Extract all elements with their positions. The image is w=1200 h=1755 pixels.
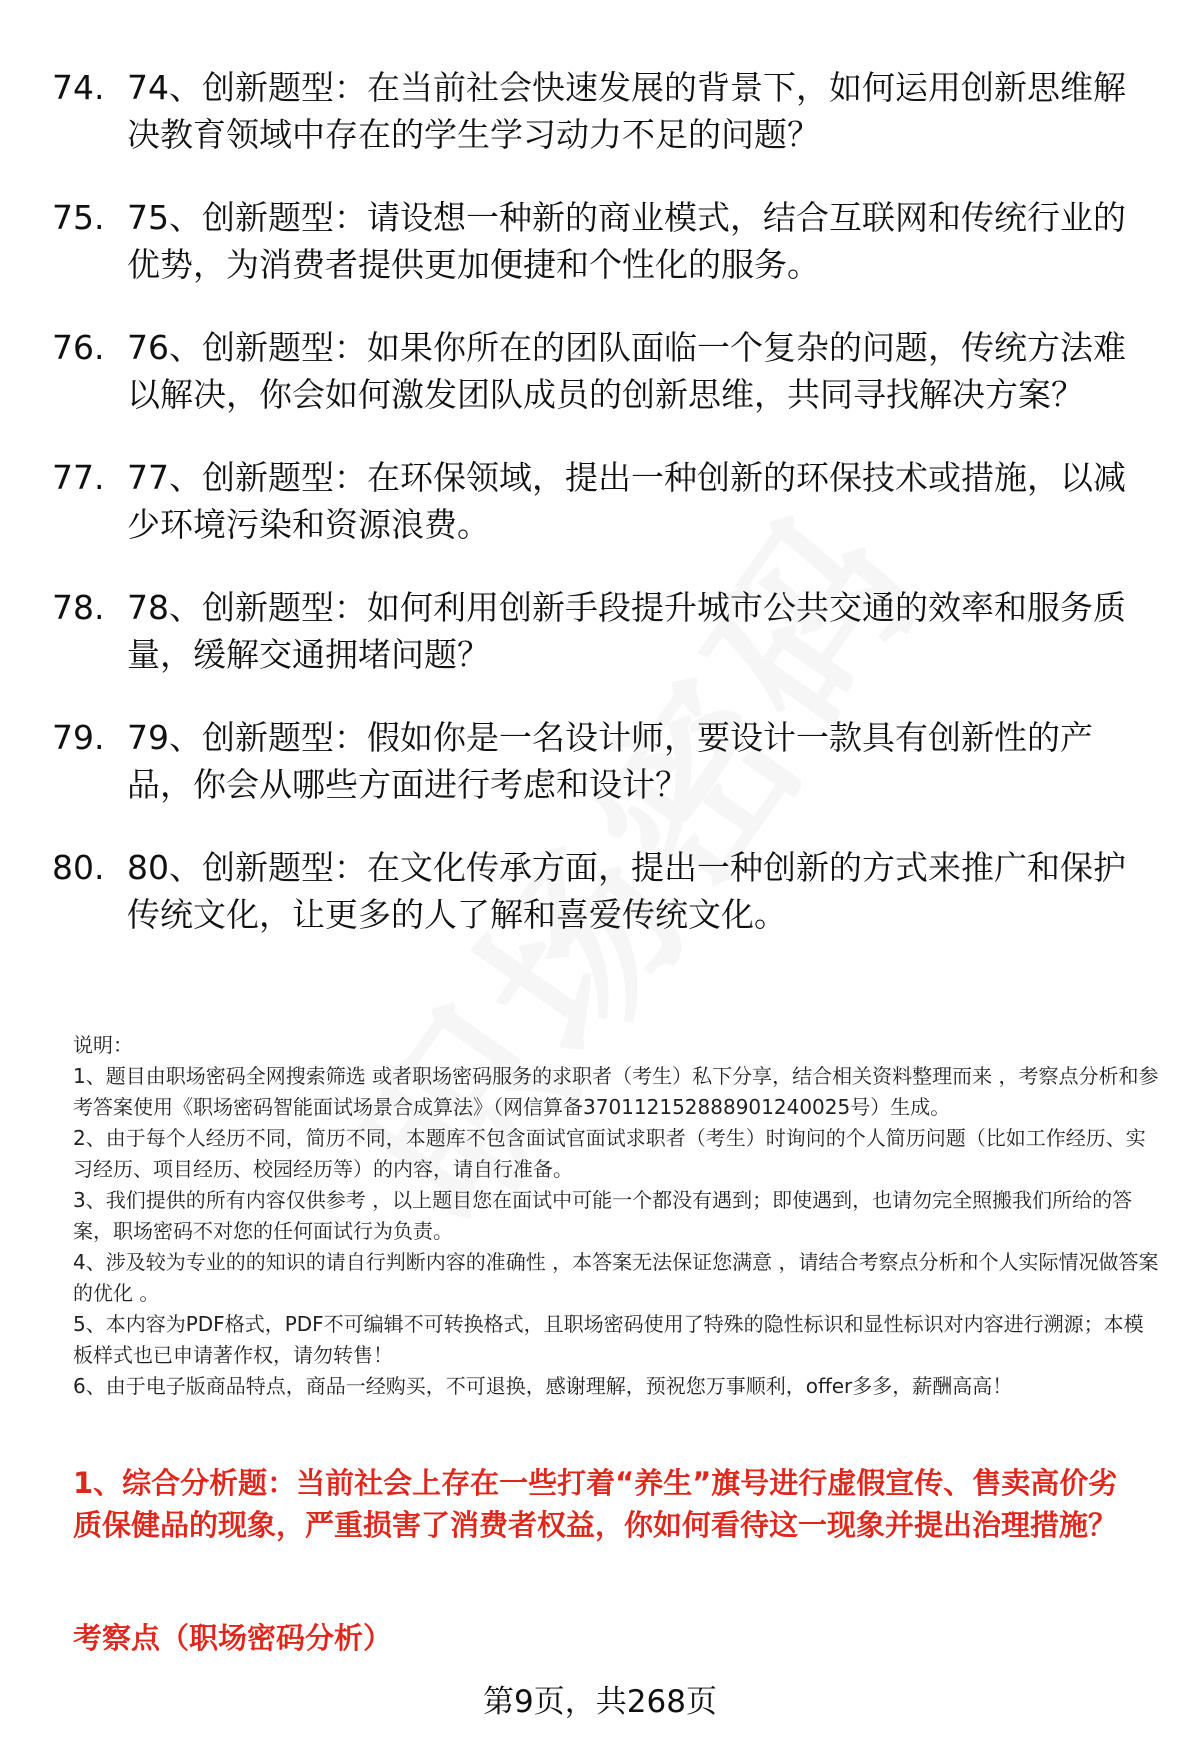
question-number: 74. bbox=[52, 68, 105, 107]
question-item bbox=[52, 584, 1152, 678]
page-footer: 第9页，共268页 bbox=[483, 1684, 717, 1720]
question-number: 80. bbox=[52, 848, 105, 887]
section-heading: 考察点（职场密码分析） bbox=[73, 1621, 393, 1655]
question-item bbox=[52, 714, 1152, 808]
question-item bbox=[52, 844, 1152, 938]
note-item: 6、由于电子版商品特点，商品一经购买，不可退换，感谢理解，预祝您万事顺利，offer多多，薪酬高高！ bbox=[73, 1374, 1013, 1398]
question-list bbox=[52, 64, 1152, 974]
question-item bbox=[52, 324, 1152, 418]
answer-question-heading: 1、综合分析题：当前社会上存在一些打着“养生”旗号进行虚假宣传、售卖高价劣质保健品的现象，严重损害了消费者权益，你如何看待这一现象并提出治理措施？ bbox=[73, 1466, 1118, 1542]
question-number: 78. bbox=[52, 588, 105, 627]
question-number: 77. bbox=[52, 458, 105, 497]
notes-section bbox=[73, 1030, 1163, 1402]
question-item bbox=[52, 454, 1152, 548]
question-number: 75. bbox=[52, 198, 105, 237]
note-item: 3、我们提供的所有内容仅供参考 ，以上题目您在面试中可能一个都没有遇到；即使遇到，也请勿完全照搬我们所给的答案，职场密码不对您的任何面试行为负责。 bbox=[73, 1188, 1133, 1243]
question-text: 78、创新题型：如何利用创新手段提升城市公共交通的效率和服务质量，缓解交通拥堵问题？ bbox=[127, 588, 1126, 674]
question-item bbox=[52, 64, 1152, 158]
note-item: 1、题目由职场密码全网搜索筛选 或者职场密码服务的求职者（考生）私下分享，结合相关资料整理而来 ，考察点分析和参考答案使用《职场密码智能面试场景合成算法》（网信算备370112152888901240025号）生成。 bbox=[73, 1064, 1159, 1119]
note-item: 4、涉及较为专业的的知识的请自行判断内容的准确性 ，本答案无法保证您满意 ，请结合考察点分析和个人实际情况做答案的优化 。 bbox=[73, 1250, 1159, 1305]
question-number: 76. bbox=[52, 328, 105, 367]
question-text: 77、创新题型：在环保领域，提出一种创新的环保技术或措施，以减少环境污染和资源浪费。 bbox=[127, 458, 1126, 544]
question-number: 79. bbox=[52, 718, 105, 757]
question-text: 75、创新题型：请设想一种新的商业模式，结合互联网和传统行业的优势，为消费者提供更加便捷和个性化的服务。 bbox=[127, 198, 1126, 284]
question-text: 74、创新题型：在当前社会快速发展的背景下，如何运用创新思维解决教育领域中存在的学生学习动力不足的问题？ bbox=[127, 68, 1126, 154]
note-item: 5、本内容为PDF格式，PDF不可编辑不可转换格式，且职场密码使用了特殊的隐性标识和显性标识对内容进行溯源；本模板样式也已申请著作权，请勿转售！ bbox=[73, 1312, 1144, 1367]
note-item: 2、由于每个人经历不同，简历不同，本题库不包含面试官面试求职者（考生）时询问的个人简历问题（比如工作经历、实习经历、项目经历、校园经历等）的内容，请自行准备。 bbox=[73, 1126, 1146, 1181]
question-item bbox=[52, 194, 1152, 288]
question-text: 79、创新题型：假如你是一名设计师，要设计一款具有创新性的产品，你会从哪些方面进行考虑和设计？ bbox=[127, 718, 1093, 804]
question-text: 76、创新题型：如果你所在的团队面临一个复杂的问题，传统方法难以解决，你会如何激发团队成员的创新思维，共同寻找解决方案？ bbox=[127, 328, 1126, 414]
notes-title: 说明： bbox=[73, 1033, 133, 1057]
question-text: 80、创新题型：在文化传承方面，提出一种创新的方式来推广和保护传统文化，让更多的人了解和喜爱传统文化。 bbox=[127, 848, 1126, 934]
